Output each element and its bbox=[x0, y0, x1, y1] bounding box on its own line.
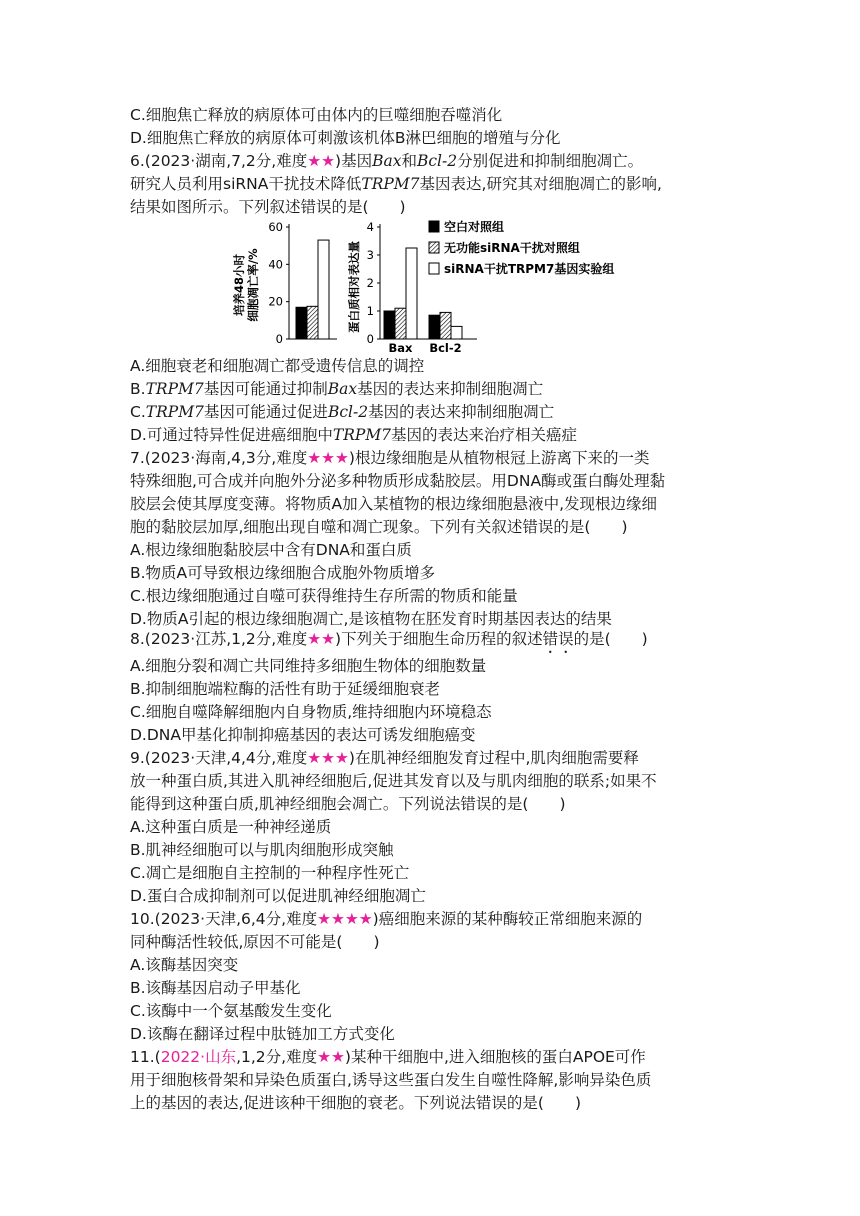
bar bbox=[451, 326, 462, 339]
text: 基因的表达来抑制细胞凋亡 bbox=[357, 380, 544, 398]
text: C.细胞焦亡释放的病原体可由体内的巨噬细胞吞噬消化 bbox=[130, 106, 503, 124]
text: D.蛋白合成抑制剂可以促进肌神经细胞凋亡 bbox=[130, 887, 426, 905]
q5-option-d bbox=[130, 127, 561, 149]
text: 和 bbox=[401, 152, 417, 170]
text: 9.(2023·天津,4,4分,难度 bbox=[130, 749, 308, 767]
q9-option-b bbox=[130, 839, 394, 861]
text: )某种干细胞中,进入细胞核的蛋白APOE可作 bbox=[344, 1048, 646, 1066]
text: C.凋亡是细胞自主控制的一种程序性死亡 bbox=[130, 864, 410, 882]
q8-stem bbox=[130, 628, 648, 657]
y-tick-label: 0 bbox=[366, 332, 374, 346]
bar bbox=[395, 308, 406, 339]
text: B. bbox=[130, 380, 146, 398]
text: 研究人员利用siRNA干扰技术降低 bbox=[130, 175, 362, 193]
text: )在肌神经细胞发育过程中,肌肉细胞需要释 bbox=[348, 749, 639, 767]
gene-name: Bcl-2 bbox=[416, 152, 458, 170]
y-tick-label: 20 bbox=[268, 294, 283, 309]
q6-figure bbox=[225, 215, 695, 355]
text: D.可通过特异性促进癌细胞中 bbox=[130, 426, 333, 444]
difficulty-stars: ★★ bbox=[317, 1048, 345, 1066]
text: 基因可能通过抑制 bbox=[203, 380, 328, 398]
q8-option-d bbox=[130, 724, 476, 746]
legend-label: 空白对照组 bbox=[444, 220, 505, 234]
text: 基因可能通过促进 bbox=[203, 403, 328, 421]
q7-stem-line4 bbox=[130, 516, 628, 538]
q7-option-c bbox=[130, 585, 518, 607]
q7-option-a bbox=[130, 539, 412, 561]
q7-option-b bbox=[130, 562, 435, 584]
gene-name: TRPM7 bbox=[145, 380, 204, 398]
y-tick-label: 3 bbox=[366, 248, 374, 262]
legend-swatch bbox=[429, 242, 439, 253]
text: 的是( ) bbox=[573, 630, 648, 648]
q11-stem-line1 bbox=[130, 1046, 646, 1068]
q8-option-c bbox=[130, 701, 492, 723]
legend-label: siRNA干扰TRPM7基因实验组 bbox=[444, 262, 615, 276]
q6-option-d bbox=[130, 424, 577, 446]
text: 分别促进和抑制细胞凋亡。 bbox=[457, 152, 644, 170]
bar bbox=[429, 315, 440, 339]
text: 11.( bbox=[130, 1048, 161, 1066]
y-axis-label-line2: 细胞凋亡率/% bbox=[246, 248, 260, 322]
text: B.该酶基因启动子甲基化 bbox=[130, 979, 301, 997]
emphasized-text: 错误 bbox=[542, 630, 574, 648]
text: C.根边缘细胞通过自噬可获得维持生存所需的物质和能量 bbox=[130, 587, 518, 605]
text: 基因的表达来治疗相关癌症 bbox=[391, 426, 578, 444]
q9-stem-line3 bbox=[130, 793, 566, 815]
source-label: 2022·山东 bbox=[160, 1048, 237, 1066]
text: A.这种蛋白质是一种神经递质 bbox=[130, 818, 332, 836]
q8-option-a bbox=[130, 655, 486, 677]
gene-name: TRPM7 bbox=[361, 175, 420, 193]
q10-option-c bbox=[130, 1000, 332, 1022]
text: A.细胞分裂和凋亡共同维持多细胞生物体的细胞数量 bbox=[130, 657, 487, 675]
q11-stem-line3 bbox=[130, 1092, 581, 1114]
bar bbox=[440, 312, 451, 339]
q9-stem-line1 bbox=[130, 747, 639, 769]
text: C.该酶中一个氨基酸发生变化 bbox=[130, 1002, 332, 1020]
y-tick-label: 4 bbox=[366, 220, 374, 234]
legend-swatch bbox=[429, 221, 439, 232]
gene-name: TRPM7 bbox=[145, 403, 204, 421]
q9-stem-line2 bbox=[130, 770, 657, 792]
text: C.细胞自噬降解细胞内自身物质,维持细胞内环境稳态 bbox=[130, 703, 492, 721]
gene-name: Bcl-2 bbox=[327, 403, 369, 421]
gene-name: Bax bbox=[372, 152, 402, 170]
chart-legend bbox=[429, 219, 614, 276]
bar bbox=[318, 240, 329, 339]
bar bbox=[296, 307, 307, 339]
text: C. bbox=[130, 403, 146, 421]
text: 基因表达,研究其对细胞凋亡的影响, bbox=[419, 175, 662, 193]
q7-stem-line3 bbox=[130, 493, 657, 515]
q8-option-b bbox=[130, 678, 440, 700]
x-category-label: Bcl-2 bbox=[429, 341, 462, 355]
text: 用于细胞核骨架和异染色质蛋白,诱导这些蛋白发生自噬性降解,影响异染色质 bbox=[130, 1071, 652, 1089]
text: )下列关于细胞生命历程的叙述 bbox=[335, 630, 543, 648]
text: 胞的黏胶层加厚,细胞出现自噬和凋亡现象。下列有关叙述错误的是( ) bbox=[130, 518, 628, 536]
difficulty-stars: ★★★★ bbox=[317, 910, 373, 928]
text: D.该酶在翻译过程中肽链加工方式变化 bbox=[130, 1025, 395, 1043]
text: 基因的表达来抑制细胞凋亡 bbox=[368, 403, 555, 421]
q10-stem-line1 bbox=[130, 908, 642, 930]
text: 胶层会使其厚度变薄。将物质A加入某植物的根边缘细胞悬液中,发现根边缘细 bbox=[130, 495, 658, 513]
y-axis-label: 培养48小时 bbox=[232, 253, 246, 317]
text: A.根边缘细胞黏胶层中含有DNA和蛋白质 bbox=[130, 541, 412, 559]
gene-name: TRPM7 bbox=[332, 426, 392, 444]
q6-option-a bbox=[130, 355, 424, 377]
q9-option-d bbox=[130, 885, 426, 907]
difficulty-stars: ★★ bbox=[307, 152, 336, 170]
y-tick-label: 2 bbox=[366, 276, 374, 290]
difficulty-stars: ★★★ bbox=[307, 749, 349, 767]
text: ,1,2分,难度 bbox=[236, 1048, 318, 1066]
q6-stem-line1 bbox=[130, 150, 643, 172]
bar bbox=[307, 306, 318, 339]
text: 放一种蛋白质,其进入肌神经细胞后,促进其发育以及与肌肉细胞的联系;如果不 bbox=[130, 772, 657, 790]
legend-label: 无功能siRNA干扰对照组 bbox=[444, 241, 580, 255]
apoptosis-rate-chart bbox=[232, 220, 337, 346]
text: B.抑制细胞端粒酶的活性有助于延缓细胞衰老 bbox=[130, 680, 441, 698]
text: )根边缘细胞是从植物根冠上游离下来的一类 bbox=[348, 449, 650, 467]
q10-stem-line2 bbox=[130, 931, 380, 953]
difficulty-stars: ★★ bbox=[307, 630, 336, 648]
text: 上的基因的表达,促进该种干细胞的衰老。下列说法错误的是( ) bbox=[130, 1094, 582, 1112]
q10-option-a bbox=[130, 954, 238, 976]
text: 能得到这种蛋白质,肌神经细胞会凋亡。下列说法错误的是( ) bbox=[130, 795, 566, 813]
text: 特殊细胞,可合成并向胞外分泌多种物质形成黏胶层。用DNA酶或蛋白酶处理黏 bbox=[130, 472, 666, 490]
y-tick-label: 60 bbox=[268, 220, 283, 234]
text: A.该酶基因突变 bbox=[130, 956, 239, 974]
q9-option-a bbox=[130, 816, 331, 838]
text: 结果如图所示。下列叙述错误的是( ) bbox=[130, 198, 406, 216]
difficulty-stars: ★★★ bbox=[307, 449, 349, 467]
text: A.细胞衰老和细胞凋亡都受遗传信息的调控 bbox=[130, 357, 425, 375]
text: 7.(2023·海南,4,3分,难度 bbox=[130, 449, 308, 467]
bar bbox=[384, 311, 395, 339]
q5-option-c bbox=[130, 104, 502, 126]
text: )癌细胞来源的某种酶较正常细胞来源的 bbox=[372, 910, 643, 928]
text: )基因 bbox=[335, 152, 373, 170]
text: B.物质A可导致根边缘细胞合成胞外物质增多 bbox=[130, 564, 436, 582]
q10-option-b bbox=[130, 977, 301, 999]
text: 6.(2023·湖南,7,2分,难度 bbox=[130, 152, 308, 170]
y-tick-label: 40 bbox=[268, 257, 283, 272]
q11-stem-line2 bbox=[130, 1069, 651, 1091]
text: 8.(2023·江苏,1,2分,难度 bbox=[130, 630, 308, 648]
q7-option-d bbox=[130, 608, 612, 630]
text: B.肌神经细胞可以与肌肉细胞形成突触 bbox=[130, 841, 394, 859]
text: D.物质A引起的根边缘细胞凋亡,是该植物在胚发育时期基因表达的结果 bbox=[130, 610, 612, 628]
legend-swatch bbox=[429, 263, 439, 274]
text: 10.(2023·天津,6,4分,难度 bbox=[130, 910, 318, 928]
y-axis-label: 蛋白质相对表达量 bbox=[347, 241, 361, 333]
text: D.细胞焦亡释放的病原体可刺激该机体B淋巴细胞的增殖与分化 bbox=[130, 129, 561, 147]
q7-stem-line1 bbox=[130, 447, 649, 469]
text: D.DNA甲基化抑制抑癌基因的表达可诱发细胞癌变 bbox=[130, 726, 476, 744]
q6-stem-line2 bbox=[130, 173, 662, 195]
y-tick-label: 1 bbox=[366, 304, 374, 318]
q6-option-c bbox=[130, 401, 554, 423]
gene-name: Bax bbox=[327, 380, 358, 398]
q6-option-b bbox=[130, 378, 543, 400]
q10-option-d bbox=[130, 1023, 395, 1045]
q9-option-c bbox=[130, 862, 409, 884]
bar bbox=[406, 248, 417, 339]
y-tick-label: 0 bbox=[275, 332, 283, 346]
x-category-label: Bax bbox=[388, 341, 413, 355]
text: 同种酶活性较低,原因不可能是( ) bbox=[130, 933, 380, 951]
q7-stem-line2 bbox=[130, 470, 665, 492]
